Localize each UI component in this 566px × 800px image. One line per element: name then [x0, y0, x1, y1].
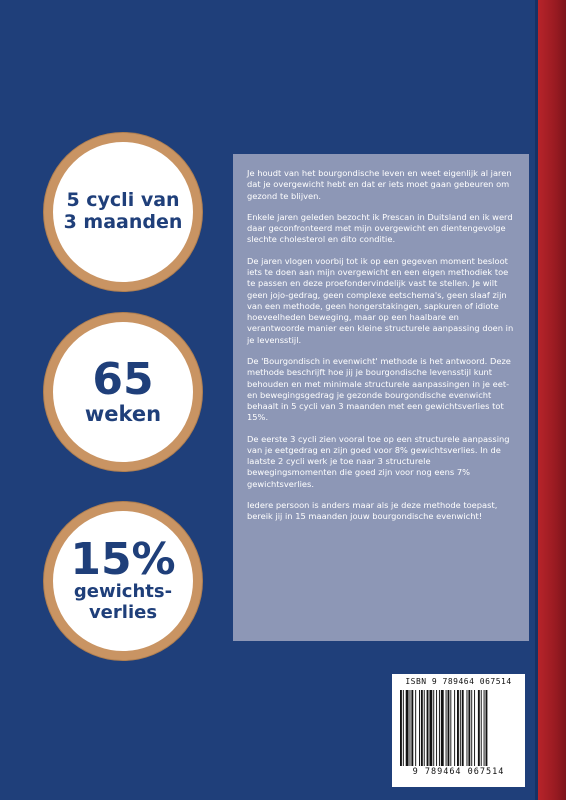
barcode-stripe: [468, 690, 470, 766]
blurb-paragraph: De jaren vlogen voorbij tot ik op een gegeven moment besloot iets te doen aan mijn overgewicht en een eigen methodiek toe te passen en deze proefondervindelijk vast te stellen. Je wilt geen jojo-gedrag, geen complexe eetschema's, geen slaaf zijn van een methode, geen hongerstakingen, sapkuren of idiote hoeveelheden beweging, maar op een haalbare en verantwoorde manier een kleine structurele aanpassing doen in je levensstijl.: [247, 255, 514, 345]
isbn-barcode: [392, 674, 525, 787]
barcode-stripe: [486, 690, 488, 766]
badge-weight-loss-percent: 15%: [70, 534, 176, 586]
badge-weight-loss-line3: verlies: [88, 602, 158, 623]
barcode-stripe: [441, 690, 444, 766]
barcode-stripe: [400, 690, 402, 766]
book-spine: [538, 0, 566, 800]
barcode-stripe: [454, 690, 455, 766]
barcode-stripe: [439, 690, 440, 766]
isbn-digits: 9 789464 067514: [412, 767, 505, 777]
barcode-stripe: [433, 690, 434, 766]
badge-cycles-line2: 3 maanden: [63, 211, 183, 233]
barcode-stripe: [427, 690, 429, 766]
barcode-stripe: [410, 690, 411, 766]
isbn-label: ISBN 9 789464 067514: [405, 677, 512, 686]
badge-weeks-label: weken: [84, 401, 162, 426]
barcode-stripe: [471, 690, 472, 766]
barcode-stripe: [429, 690, 432, 766]
barcode-stripe: [436, 690, 437, 766]
barcode-stripe: [421, 690, 423, 766]
blurb-text-box: [233, 154, 529, 641]
barcode-stripe: [406, 690, 409, 766]
barcode-stripe: [474, 690, 475, 766]
barcode-stripe: [411, 690, 413, 766]
badge-weight-loss-line2: gewichts-: [73, 581, 173, 603]
badge-weeks: [44, 313, 202, 471]
barcode-stripe: [448, 690, 450, 766]
barcode-stripe: [478, 690, 480, 766]
blurb-paragraph: Je houdt van het bourgondische leven en weet eigenlijk al jaren dat je overgewicht hebt en dat er iets moet gaan gebeuren om gezond te blijven.: [247, 168, 512, 201]
blurb-paragraph: De 'Bourgondisch in evenwicht' methode is het antwoord. Deze methode beschrijft hoe jij je bourgondische levensstijl kunt behouden en met minimale structurele aanpassingen in je eet- en bewegingsgedrag je gezonde bourgondische evenwicht behaalt in 5 cycli van 3 maanden met een gewichtsverlies tot 15%.: [247, 355, 511, 423]
barcode-bars: [398, 690, 519, 766]
badge-cycles: [44, 133, 202, 291]
barcode-stripe: [446, 690, 447, 766]
barcode-stripe: [424, 690, 425, 766]
barcode-stripe: [467, 690, 468, 766]
barcode-stripe: [403, 690, 404, 766]
barcode-stripe: [419, 690, 420, 766]
badge-weight-loss: [44, 502, 202, 660]
blurb-paragraph: Iedere persoon is anders maar als je deze methode toepast, bereik jij in 15 maanden jouw bourgondische evenwicht!: [247, 500, 498, 522]
barcode-stripe: [450, 690, 451, 766]
barcode-stripe: [484, 690, 485, 766]
barcode-stripe: [457, 690, 459, 766]
badge-cycles-line1: 5 cycli van: [66, 189, 180, 212]
barcode-stripe: [481, 690, 482, 766]
barcode-stripe: [415, 690, 416, 766]
badge-weeks-number: 65: [92, 353, 154, 405]
blurb-paragraph: Enkele jaren geleden bezocht ik Prescan in Duitsland en ik werd daar geconfronteerd met mijn overgewicht en dientengevolge slechte cholesterol en dito conditie.: [247, 211, 513, 245]
blurb-paragraph: De eerste 3 cycli zien vooral toe op een structurele aanpassing van je eetgedrag en zijn goed voor 8% gewichtsverlies. In de laatste 2 cycli werk je toe naar 3 structurele bewegingsmomenten die goed zijn voor nog eens 7% gewichtsverlies.: [247, 433, 510, 489]
barcode-stripe: [460, 690, 461, 766]
barcode-stripe: [462, 690, 464, 766]
